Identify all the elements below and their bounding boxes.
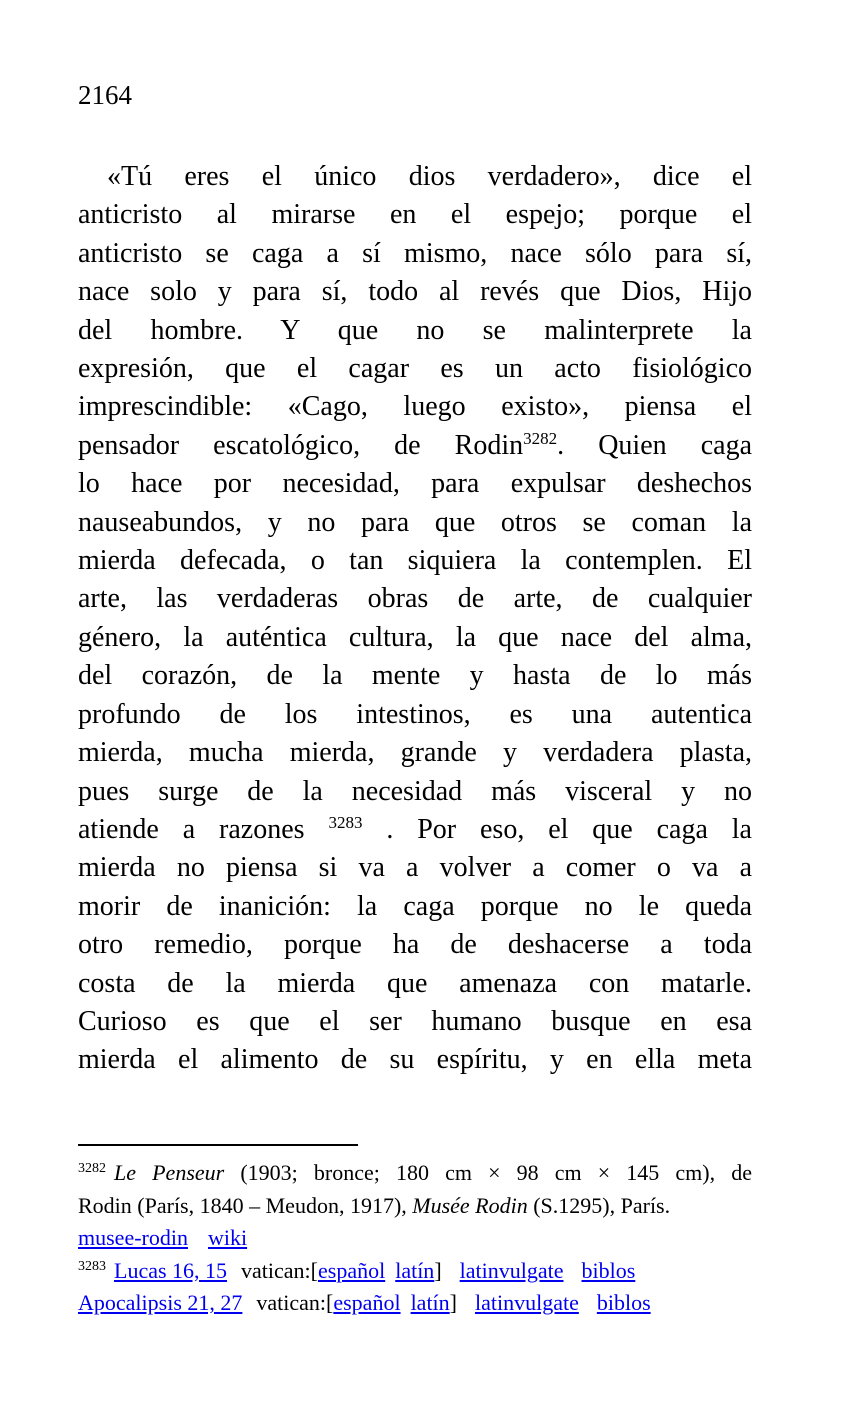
link-latin[interactable]: latín (395, 1257, 435, 1283)
footnote-3282-line2 (78, 1190, 752, 1223)
link-espanol[interactable]: español (318, 1257, 386, 1283)
link-musee-rodin[interactable]: musee-rodin (78, 1225, 188, 1251)
paragraph-line: profundo de los intestinos, es una autentica (78, 698, 752, 730)
paragraph-line: otro remedio, porque ha de deshacerse a toda (78, 929, 752, 961)
paragraph-line: arte, las verdaderas obras de arte, de cualquier (78, 583, 752, 615)
paragraph-text: atiende a razones (78, 813, 329, 845)
link-wiki[interactable]: wiki (207, 1225, 248, 1251)
page-number: 2164 (78, 80, 132, 110)
vatican-prefix: vatican:[ (241, 1257, 318, 1283)
footnote-ref-3283: 3283 (328, 812, 363, 832)
bracket-close: ] (434, 1257, 442, 1283)
paragraph-line (78, 427, 752, 465)
paragraph-line: nauseabundos, y no para que otros se coman la (78, 506, 752, 538)
link-latinvulgate[interactable]: latinvulgate (475, 1290, 579, 1316)
paragraph-line: lo hace por necesidad, para expulsar deshechos (78, 468, 752, 500)
work-title: Le Penseur (114, 1160, 225, 1185)
footnote-ref-3282: 3282 (523, 428, 558, 448)
paragraph-line: del corazón, de la mente y hasta de lo más (78, 660, 752, 692)
paragraph-text: . Quien caga (557, 429, 753, 461)
link-biblos[interactable]: biblos (596, 1290, 651, 1316)
paragraph-line (78, 811, 752, 849)
paragraph-line: morir de inanición: la caga porque no le queda (78, 890, 752, 922)
paragraph-line: mierda defecada, o tan siquiera la contemplen. El (78, 545, 752, 577)
footnote-3283-row2 (78, 1287, 752, 1320)
footnote-3282-line1 (78, 1157, 752, 1190)
paragraph-line: del hombre. Y que no se malinterprete la (78, 314, 752, 346)
main-paragraph (78, 158, 752, 1080)
paragraph-line: anticristo se caga a sí mismo, nace sólo para sí, (78, 237, 752, 269)
footnote-3283-row1 (78, 1255, 752, 1288)
link-espanol[interactable]: español (333, 1290, 401, 1316)
paragraph-line: Curioso es que el ser humano busque en esa (78, 1005, 752, 1037)
paragraph-line: anticristo al mirarse en el espejo; porque el (78, 199, 752, 231)
footnote-marker-3282: 3282 (78, 1161, 106, 1176)
link-latinvulgate[interactable]: latinvulgate (459, 1257, 564, 1283)
footnote-separator (78, 1144, 358, 1146)
paragraph-line: «Tú eres el único dios verdadero», dice el (107, 161, 752, 192)
paragraph-line: imprescindible: «Cago, luego existo», piensa el (78, 391, 752, 423)
paragraph-text: pensador escatológico, de Rodin (78, 429, 524, 461)
footnote-text: (S.1295), París. (527, 1192, 671, 1218)
link-biblos[interactable]: biblos (581, 1257, 636, 1283)
paragraph-line: pues surge de la necesidad más visceral y no (78, 775, 752, 807)
vatican-prefix: vatican:[ (256, 1290, 334, 1316)
footnotes-section (78, 1157, 752, 1320)
footnote-3282-links (78, 1222, 752, 1255)
link-latin[interactable]: latín (410, 1290, 450, 1316)
paragraph-line: género, la auténtica cultura, la que nace del alma, (78, 621, 752, 653)
link-apocalipsis-21-27[interactable]: Apocalipsis 21, 27 (78, 1290, 243, 1316)
paragraph-line: nace solo y para sí, todo al revés que Dios, Hijo (78, 276, 752, 308)
footnote-marker-3283: 3283 (78, 1258, 106, 1274)
paragraph-line: costa de la mierda que amenaza con matarle. (78, 967, 752, 999)
paragraph-line: mierda no piensa si va a volver a comer o va a (78, 852, 752, 884)
paragraph-line: mierda el alimento de su espíritu, y en ella meta (78, 1044, 752, 1076)
paragraph-text: . Por eso, el que caga la (362, 813, 752, 845)
link-lucas-16-15[interactable]: Lucas 16, 15 (114, 1257, 228, 1283)
bracket-close: ] (449, 1290, 457, 1316)
paragraph-line: expresión, que el cagar es un acto fisiológico (78, 353, 752, 385)
paragraph-line: mierda, mucha mierda, grande y verdadera plasta, (78, 737, 752, 769)
museum-name: Musée Rodin (412, 1192, 528, 1218)
footnote-text: Rodin (París, 1840 – Meudon, 1917), (78, 1192, 413, 1218)
footnote-text: (1903; bronce; 180 cm × 98 cm × 145 cm), de (224, 1160, 752, 1185)
